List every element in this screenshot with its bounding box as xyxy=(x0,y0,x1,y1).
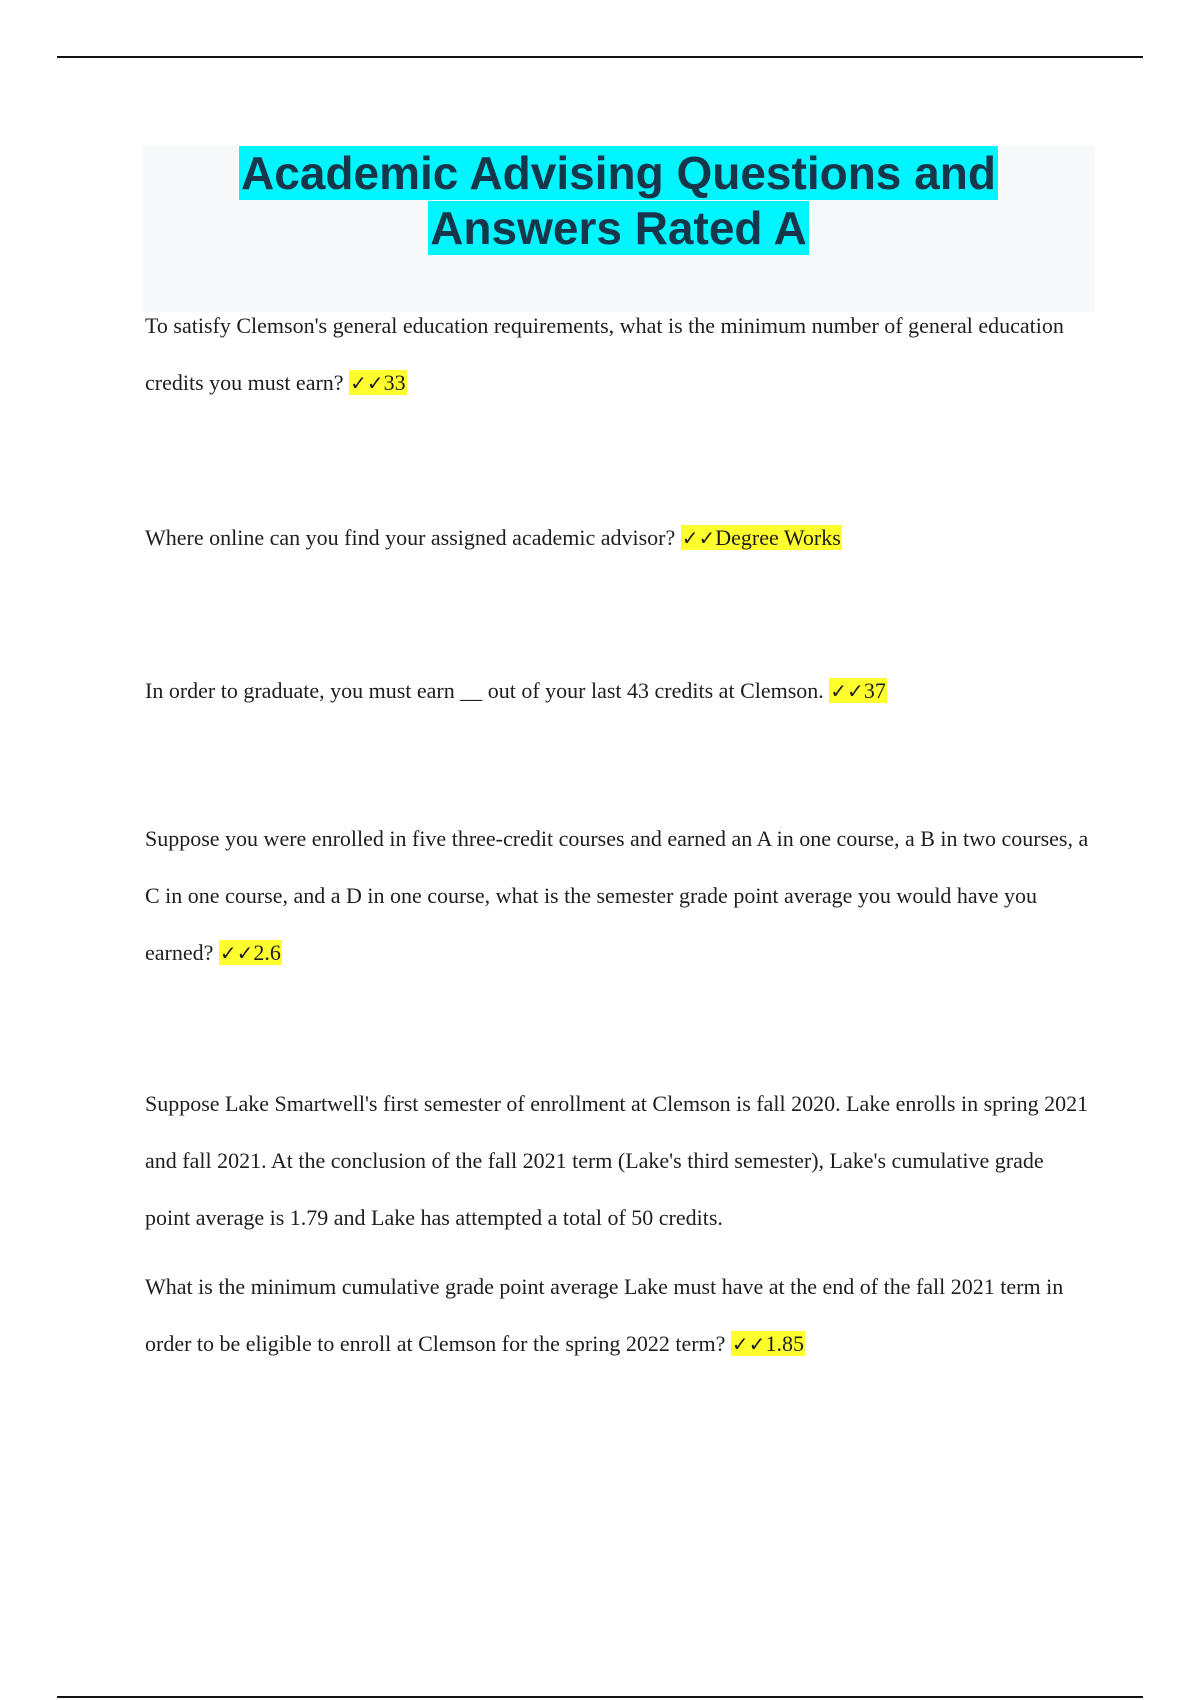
answer-text: 2.6 xyxy=(253,940,281,965)
answer-highlight xyxy=(829,678,887,703)
double-check-icon: ✓✓ xyxy=(350,371,384,395)
double-check-icon: ✓✓ xyxy=(219,941,254,965)
double-check-icon: ✓✓ xyxy=(731,1332,766,1356)
qa-item-1 xyxy=(145,297,1090,412)
question-text: Suppose you were enrolled in five three-credit courses and earned an A in one course, a B in two courses, a C in one course, and a D in one course, what is the semester grade point average you would have you earned? xyxy=(145,826,1089,965)
bottom-rule xyxy=(57,1696,1143,1698)
double-check-icon: ✓✓ xyxy=(830,679,864,703)
scenario-context xyxy=(145,1075,1090,1246)
answer-highlight xyxy=(219,940,282,965)
question-text: Where online can you find your assigned academic advisor? xyxy=(145,525,676,550)
answer-highlight xyxy=(681,525,842,550)
answer-text: Degree Works xyxy=(715,525,841,550)
answer-text: 1.85 xyxy=(765,1331,804,1356)
question-text: In order to graduate, you must earn __ out of your last 43 credits at Clemson. xyxy=(145,678,824,703)
question-text: What is the minimum cumulative grade point average Lake must have at the end of the fall 2021 term in order to be eligible to enroll at Clemson for the spring 2022 term? xyxy=(145,1274,1064,1356)
qa-item-5 xyxy=(145,1258,1090,1373)
title-line-1: Academic Advising Questions and xyxy=(241,147,996,199)
qa-item-2 xyxy=(145,509,1090,567)
answer-highlight xyxy=(731,1331,805,1356)
double-check-icon: ✓✓ xyxy=(681,526,716,550)
answer-text: 33 xyxy=(383,370,406,395)
answer-highlight xyxy=(349,370,407,395)
scenario-context-text: Suppose Lake Smartwell's first semester of enrollment at Clemson is fall 2020. Lake enrolls in spring 2021 and fall 2021. At the conclusion of the fall 2021 term (Lake's third semester), Lake's cumulative grade point average is 1.79 and Lake has attempted a total of 50 credits. xyxy=(145,1091,1089,1230)
qa-item-4 xyxy=(145,810,1090,982)
title-line-2: Answers Rated A xyxy=(430,202,807,254)
document-title xyxy=(143,146,1094,312)
answer-text: 37 xyxy=(863,678,886,703)
qa-item-3 xyxy=(145,662,1090,720)
top-rule xyxy=(57,56,1143,58)
question-text: To satisfy Clemson's general education requirements, what is the minimum number of general education credits you must earn? xyxy=(145,313,1064,395)
